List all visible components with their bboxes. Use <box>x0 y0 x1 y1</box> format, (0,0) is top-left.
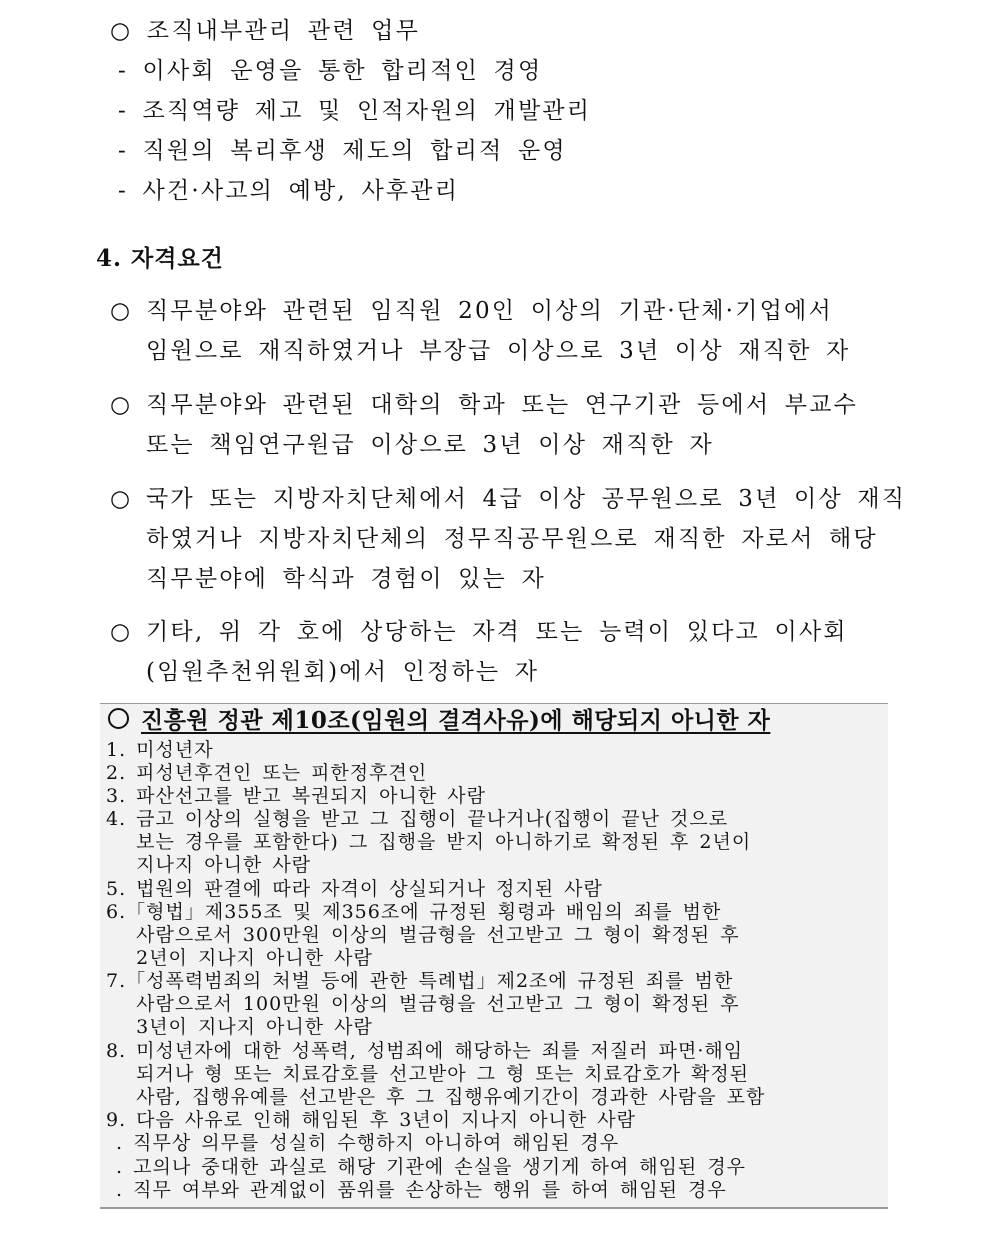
disqualification-line: . 직무 여부와 관계없이 품위를 손상하는 행위 를 하여 해임된 경우 <box>106 1179 727 1201</box>
qualification-item-4-line-1: 기타, 위 각 호에 상당하는 자격 또는 능력이 있다고 이사회 <box>146 619 848 645</box>
disqualification-line: 3년이 지나지 아니한 사람 <box>106 1016 373 1038</box>
qualification-item-3-line-1: 국가 또는 지방자치단체에서 4급 이상 공무원으로 3년 이상 재직 <box>146 486 907 512</box>
disqualification-line: 2. 피성년후견인 또는 피한정후견인 <box>106 762 428 784</box>
qualification-bullet-3: ○ <box>110 486 133 512</box>
disqualification-line: 1. 미성년자 <box>106 739 214 761</box>
qualification-item-3-line-3: 직무분야에 학식과 경험이 있는 자 <box>146 566 546 592</box>
qualification-item-3-line-2: 하였거나 지방자치단체의 정무직공무원으로 재직한 자로서 해당 <box>146 526 878 552</box>
disqualification-line: 5. 법원의 판결에 따라 자격이 상실되거나 정지된 사람 <box>106 878 603 900</box>
qualification-bullet-1: ○ <box>110 298 133 324</box>
disqualification-line: 8. 미성년자에 대한 성폭력, 성범죄에 해당하는 죄를 저질러 파면·해임 <box>106 1040 744 1062</box>
duty-item-4: - 사건·사고의 예방, 사후관리 <box>118 178 460 204</box>
disqualification-line: . 직무상 의무를 성실히 수행하지 아니하여 해임된 경우 <box>106 1132 620 1154</box>
section-title: 4. 자격요건 <box>96 245 224 272</box>
disqualification-line: 2년이 지나지 아니한 사람 <box>106 947 373 969</box>
duty-item-3: - 직원의 복리후생 제도의 합리적 운영 <box>118 138 567 164</box>
qualification-item-1-line-1: 직무분야와 관련된 임직원 20인 이상의 기관·단체·기업에서 <box>146 298 833 324</box>
qualification-item-2-line-2: 또는 책임연구원급 이상으로 3년 이상 재직한 자 <box>146 432 714 458</box>
qualification-item-1-line-2: 임원으로 재직하였거나 부장급 이상으로 3년 이상 재직한 자 <box>146 338 851 364</box>
disqualification-line: 되거나 형 또는 치료감호를 선고받아 그 형 또는 치료감호가 확정된 <box>106 1063 750 1085</box>
disqualification-heading <box>108 706 770 736</box>
disqualification-line: 보는 경우를 포함한다) 그 집행을 받지 아니하기로 확정된 후 2년이 <box>106 831 752 853</box>
disqualification-line: 6.「형법」제355조 및 제356조에 규정된 횡령과 배임의 죄를 범한 <box>106 901 722 923</box>
disqualification-line: 사람으로서 300만원 이상의 벌금형을 선고받고 그 형이 확정된 후 <box>106 924 740 946</box>
duty-item-2: - 조직역량 제고 및 인적자원의 개발관리 <box>118 98 592 124</box>
disqualification-box <box>100 703 888 1209</box>
disqualification-heading-text: 진흥원 정관 제10조(임원의 결격사유)에 해당되지 아니한 자 <box>141 707 771 734</box>
disqualification-line: 4. 금고 이상의 실형을 받고 그 집행이 끝나거나(집행이 끝난 것으로 <box>106 808 729 830</box>
circle-bullet-icon <box>108 708 129 729</box>
disqualification-line: 7.「성폭력범죄의 처벌 등에 관한 특례법」제2조에 규정된 죄를 범한 <box>106 970 734 992</box>
disqualification-line: 지나지 아니한 사람 <box>106 854 312 876</box>
qualification-bullet-2: ○ <box>110 392 133 418</box>
disqualification-line: 사람으로서 100만원 이상의 벌금형을 선고받고 그 형이 확정된 후 <box>106 993 740 1015</box>
qualification-item-2-line-1: 직무분야와 관련된 대학의 학과 또는 연구기관 등에서 부교수 <box>146 392 859 418</box>
disqualification-line: 3. 파산선고를 받고 복권되지 아니한 사람 <box>106 785 486 807</box>
disqualification-line: 9. 다음 사유로 인해 해임된 후 3년이 지나지 아니한 사람 <box>106 1109 637 1131</box>
disqualification-line: . 고의나 중대한 과실로 해당 기관에 손실을 생기게 하여 해임된 경우 <box>106 1156 747 1178</box>
qualification-item-4-line-2: (임원추천위원회)에서 인정하는 자 <box>146 659 540 685</box>
disqualification-line: 사람, 집행유예를 선고받은 후 그 집행유예기간이 경과한 사람을 포함 <box>106 1086 766 1108</box>
qualification-bullet-4: ○ <box>110 619 133 645</box>
duty-item-1: - 이사회 운영을 통한 합리적인 경영 <box>118 58 543 84</box>
duties-heading: ○ 조직내부관리 관련 업무 <box>110 18 420 44</box>
